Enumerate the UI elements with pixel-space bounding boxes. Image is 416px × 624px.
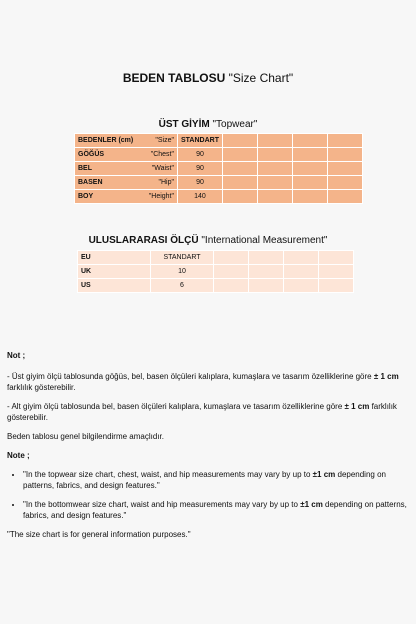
empty-cell: [327, 162, 362, 176]
empty-cell: [249, 279, 284, 293]
english-note-2-end: depending on patterns, fabrics, and design features.": [23, 500, 407, 520]
row-label-cell: [75, 190, 178, 204]
english-note-1: [23, 469, 407, 491]
empty-cell: [214, 265, 249, 279]
page-title: [0, 71, 416, 85]
table-row: [75, 162, 363, 176]
empty-cell: [222, 148, 257, 162]
empty-cell: [327, 176, 362, 190]
empty-cell: [327, 134, 362, 148]
row-value-cell: 140: [178, 190, 223, 204]
empty-cell: [257, 162, 292, 176]
row-label: BEL: [78, 165, 92, 172]
empty-cell: [319, 251, 354, 265]
table-row: [78, 279, 354, 293]
row-label-cell: UK: [78, 265, 151, 279]
row-value-cell: 90: [178, 162, 223, 176]
table-row: [78, 251, 354, 265]
row-label: BOY: [78, 193, 94, 200]
size-header-english: "Size": [155, 137, 174, 144]
row-value-cell: 10: [151, 265, 214, 279]
empty-cell: [257, 190, 292, 204]
row-label-english: "Height": [148, 193, 174, 200]
empty-cell: [222, 134, 257, 148]
table-row: [75, 148, 363, 162]
row-label-cell: [75, 162, 178, 176]
row-label-cell: [75, 148, 178, 162]
international-heading-bold: ULUSLARARASI ÖLÇÜ: [88, 235, 199, 246]
row-label-english: "Hip": [158, 179, 174, 186]
empty-cell: [319, 279, 354, 293]
english-note-1-end: depending on patterns, fabrics, and design features.": [23, 470, 386, 490]
empty-cell: [284, 251, 319, 265]
international-heading-english: "International Measurement": [201, 235, 328, 246]
english-notes-list: [7, 469, 407, 521]
empty-cell: [222, 176, 257, 190]
english-note-1-text: "In the topwear size chart, chest, waist, and hip measurements may vary by up to: [23, 470, 313, 479]
turkish-note-1-tolerance: ± 1 cm: [373, 372, 399, 381]
empty-cell: [327, 148, 362, 162]
row-label: BASEN: [78, 179, 103, 186]
row-value-cell: 90: [178, 148, 223, 162]
empty-cell: [214, 279, 249, 293]
row-label-english: "Waist": [151, 165, 174, 172]
empty-cell: [257, 176, 292, 190]
empty-cell: [222, 190, 257, 204]
table-row: [78, 265, 354, 279]
row-label-cell: [75, 176, 178, 190]
turkish-note-2-text: - Alt giyim ölçü tablosunda bel, basen ölçüleri kalıplara, kumaşlara ve tasarım özelliklerine göre: [7, 402, 345, 411]
turkish-note-2-tolerance: ± 1 cm: [344, 402, 370, 411]
english-note-2: [23, 499, 407, 521]
empty-cell: [292, 162, 327, 176]
turkish-note-1-text: - Üst giyim ölçü tablosunda göğüs, bel, basen ölçüleri kalıplara, kumaşlara ve tasarım özelliklerine göre: [7, 372, 374, 381]
empty-cell: [292, 148, 327, 162]
turkish-note-1-end: farklılık gösterebilir.: [7, 383, 76, 392]
empty-cell: [292, 176, 327, 190]
empty-cell: [249, 265, 284, 279]
table-row: [75, 190, 363, 204]
english-notes-heading: Note ;: [7, 451, 30, 460]
english-note-2-tolerance: ±1 cm: [300, 500, 323, 509]
size-header-cell: [75, 134, 178, 148]
table-row: [75, 176, 363, 190]
english-note-1-tolerance: ±1 cm: [312, 470, 336, 479]
international-heading: [0, 235, 416, 246]
row-value-cell: 90: [178, 176, 223, 190]
turkish-note-2-end: farklılık gösterebilir.: [7, 402, 397, 422]
table-header-row: [75, 134, 363, 148]
empty-cell: [284, 279, 319, 293]
english-note-2-text: "In the bottomwear size chart, waist and hip measurements may vary by up to: [23, 500, 301, 509]
topwear-heading-bold: ÜST GİYİM: [158, 119, 210, 130]
row-label-cell: US: [78, 279, 151, 293]
empty-cell: [319, 265, 354, 279]
empty-cell: [292, 190, 327, 204]
turkish-note-1: [7, 371, 407, 393]
empty-cell: [222, 162, 257, 176]
row-value-cell: STANDART: [151, 251, 214, 265]
turkish-note-3: Beden tablosu genel bilgilendirme amaçlıdır.: [7, 432, 164, 441]
row-label-cell: EU: [78, 251, 151, 265]
size-header-label: BEDENLER (cm): [78, 137, 134, 144]
row-label-english: "Chest": [150, 151, 174, 158]
notes-section: [7, 350, 407, 540]
topwear-heading-english: "Topwear": [212, 119, 258, 130]
empty-cell: [284, 265, 319, 279]
empty-cell: [327, 190, 362, 204]
empty-cell: [257, 148, 292, 162]
international-size-table: [77, 250, 354, 293]
turkish-notes-heading: Not ;: [7, 351, 26, 360]
row-label: GÖĞÜS: [78, 151, 105, 158]
empty-cell: [292, 134, 327, 148]
turkish-note-2: [7, 401, 407, 423]
empty-cell: [214, 251, 249, 265]
topwear-heading: [0, 119, 416, 130]
row-value-cell: 6: [151, 279, 214, 293]
english-note-3: "The size chart is for general information purposes.": [7, 530, 191, 539]
empty-cell: [257, 134, 292, 148]
standart-header-cell: STANDART: [178, 134, 223, 148]
empty-cell: [249, 251, 284, 265]
page-title-bold: BEDEN TABLOSU: [122, 71, 226, 85]
page-title-english: "Size Chart": [228, 71, 294, 85]
topwear-size-table: [74, 133, 363, 204]
